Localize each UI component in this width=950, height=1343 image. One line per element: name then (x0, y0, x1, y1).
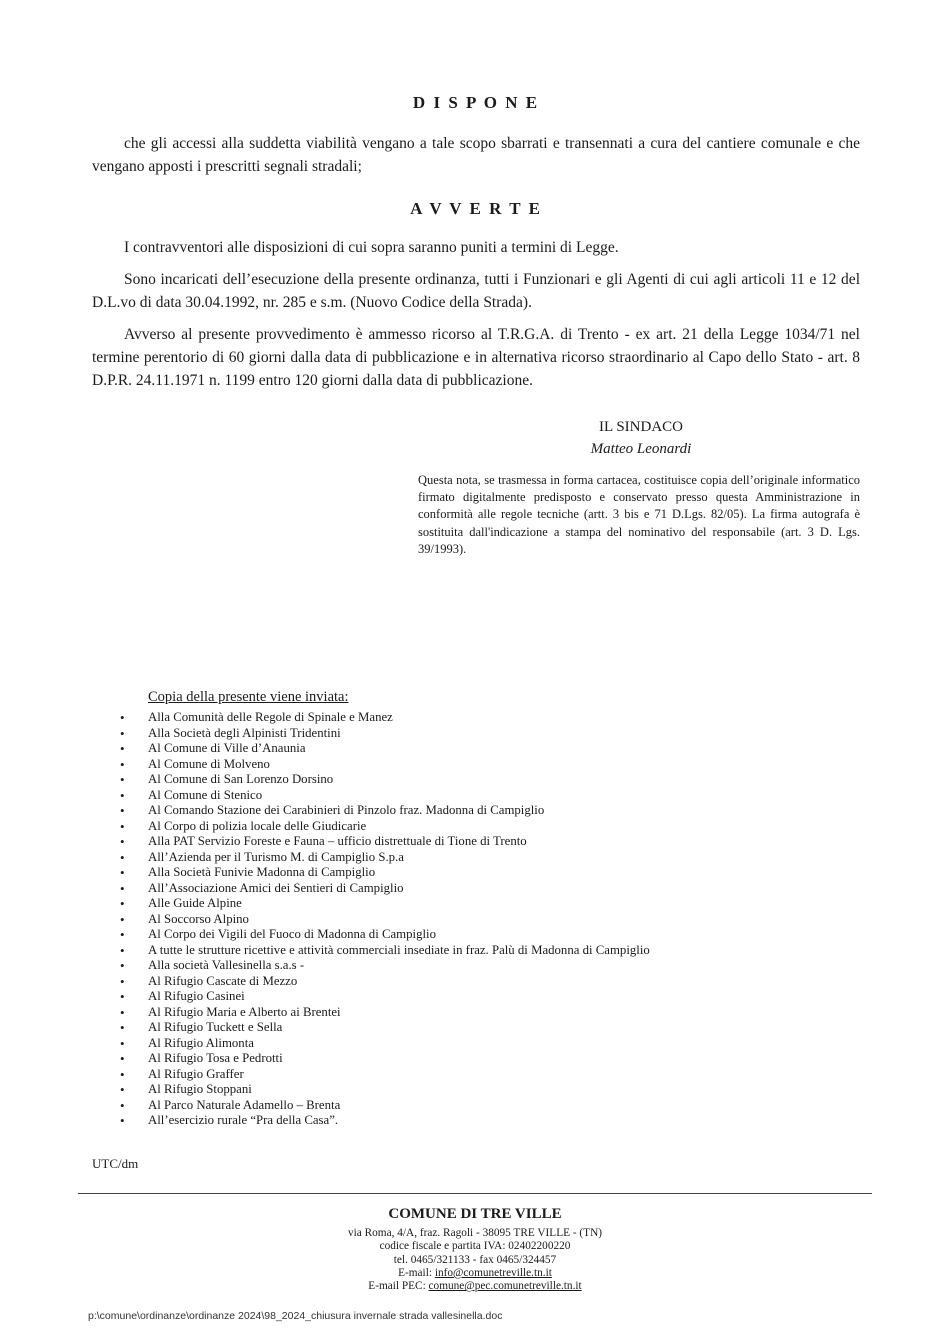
footer (0, 1206, 950, 1293)
dispone-heading: D I S P O N E (412, 93, 540, 112)
file-path: p:\comune\ordinanze\ordinanze 2024\98_2024_chiusura invernale strada vallesinella.doc (88, 1310, 503, 1322)
distribution-list-item: • Al Rifugio Casinei (120, 989, 860, 1005)
signature-role: IL SINDACO (598, 419, 684, 435)
distribution-list-item: • Al Comune di Stenico (120, 788, 860, 804)
signature-block (501, 416, 781, 460)
distribution-list-item: • Al Comune di Ville d’Anaunia (120, 741, 860, 757)
distribution-list-item: • Alla società Vallesinella s.a.s - (120, 958, 860, 974)
distribution-list-item: • Alle Guide Alpine (120, 896, 860, 912)
distribution-list-item: • Al Rifugio Graffer (120, 1067, 860, 1083)
distribution-list-item: • Al Soccorso Alpino (120, 912, 860, 928)
municipality-name: COMUNE DI TRE VILLE (388, 1206, 562, 1222)
distribution-list-item: • Al Rifugio Cascate di Mezzo (120, 974, 860, 990)
distribution-list-item: • Al Rifugio Tosa e Pedrotti (120, 1051, 860, 1067)
email-label: E-mail: (398, 1266, 435, 1279)
distribution-list-item: • All’Associazione Amici dei Sentieri di Campiglio (120, 881, 860, 897)
distribution-list-item: • A tutte le strutture ricettive e attività commerciali insediate in fraz. Palù di Madonna di Campiglio (120, 943, 860, 959)
distribution-list-item: • Al Comune di San Lorenzo Dorsino (120, 772, 860, 788)
footer-address: via Roma, 4/A, fraz. Ragoli - 38095 TRE VILLE - (TN) (347, 1227, 603, 1239)
digital-signature-note: Questa nota, se trasmessa in forma cartacea, costituisce copia dell’originale informatico firmato digitalmente predisposto e conservato presso questa Amministrazione in conformità alle regole tecniche (artt. 3 bis e 71 D.Lgs. 82/05). La firma autografa è sostituita dall'indicazione a stampa del nominativo del responsabile (art. 3 D. Lgs. 39/1993). (418, 473, 860, 556)
distribution-list-item: • Al Rifugio Maria e Alberto ai Brentei (120, 1005, 860, 1021)
email-link[interactable]: info@comunetreville.tn.it (434, 1266, 552, 1279)
footer-pec-line (0, 1280, 950, 1293)
distribution-list-item: • Al Rifugio Alimonta (120, 1036, 860, 1052)
footer-fiscal-code: codice fiscale e partita IVA: 02402200220 (379, 1240, 571, 1253)
paragraph-dispone: che gli accessi alla suddetta viabilità vengano a tale scopo sbarrati e transennati a cura del cantiere comunale e che vengano apposti i prescritti segnali stradali; (92, 135, 860, 175)
distribution-list-item: • All’esercizio rurale “Pra della Casa”. (120, 1113, 860, 1129)
distribution-heading: Copia della presente viene inviata: (148, 689, 349, 706)
distribution-list-item: • Al Parco Naturale Adamello – Brenta (120, 1098, 860, 1114)
footer-email-line (0, 1267, 950, 1280)
distribution-list-item: • All’Azienda per il Turismo M. di Campiglio S.p.a (120, 850, 860, 866)
distribution-list-item: • Al Rifugio Tuckett e Sella (120, 1020, 860, 1036)
footer-divider (78, 1193, 872, 1194)
distribution-list-item: • Alla Società Funivie Madonna di Campiglio (120, 865, 860, 881)
distribution-list-item: • Al Corpo di polizia locale delle Giudicarie (120, 819, 860, 835)
distribution-list-item: • Al Rifugio Stoppani (120, 1082, 860, 1098)
distribution-section (92, 689, 860, 1129)
initials: UTC/dm (92, 1155, 139, 1171)
distribution-list-item: • Al Comune di Molveno (120, 757, 860, 773)
paragraph-incaricati: Sono incaricati dell’esecuzione della presente ordinanza, tutti i Funzionari e gli Agenti di cui agli articoli 11 e 12 del D.L.vo di data 30.04.1992, nr. 285 e s.m. (Nuovo Codice della Strada). (92, 271, 860, 311)
footer-phone-fax: tel. 0465/321133 - fax 0465/324457 (393, 1253, 557, 1266)
distribution-list-item: • Al Comando Stazione dei Carabinieri di Pinzolo fraz. Madonna di Campiglio (120, 803, 860, 819)
pec-label: E-mail PEC: (368, 1280, 429, 1293)
signature-name: Matteo Leonardi (590, 441, 692, 457)
avverte-heading: A V V E R T E (410, 199, 542, 218)
distribution-list-item: • Alla Società degli Alpinisti Tridentini (120, 726, 860, 742)
paragraph-ricorso: Avverso al presente provvedimento è ammesso ricorso al T.R.G.A. di Trento - ex art. 21 della Legge 1034/71 nel termine perentorio di 60 giorni dalla data di pubblicazione e in alternativa ricorso straordinario al Capo dello Stato - art. 8 D.P.R. 24.11.1971 n. 1199 entro 120 giorni dalla data di pubblicazione. (92, 326, 860, 389)
distribution-list-item: • Al Corpo dei Vigili del Fuoco di Madonna di Campiglio (120, 927, 860, 943)
distribution-list-item: • Alla PAT Servizio Foreste e Fauna – ufficio distrettuale di Tione di Trento (120, 834, 860, 850)
distribution-list-item: • Alla Comunità delle Regole di Spinale e Manez (120, 710, 860, 726)
pec-link[interactable]: comune@pec.comunetreville.tn.it (428, 1280, 582, 1293)
distribution-list (120, 710, 860, 1129)
paragraph-contravventori: I contravventori alle disposizioni di cui sopra saranno puniti a termini di Legge. (124, 239, 619, 256)
